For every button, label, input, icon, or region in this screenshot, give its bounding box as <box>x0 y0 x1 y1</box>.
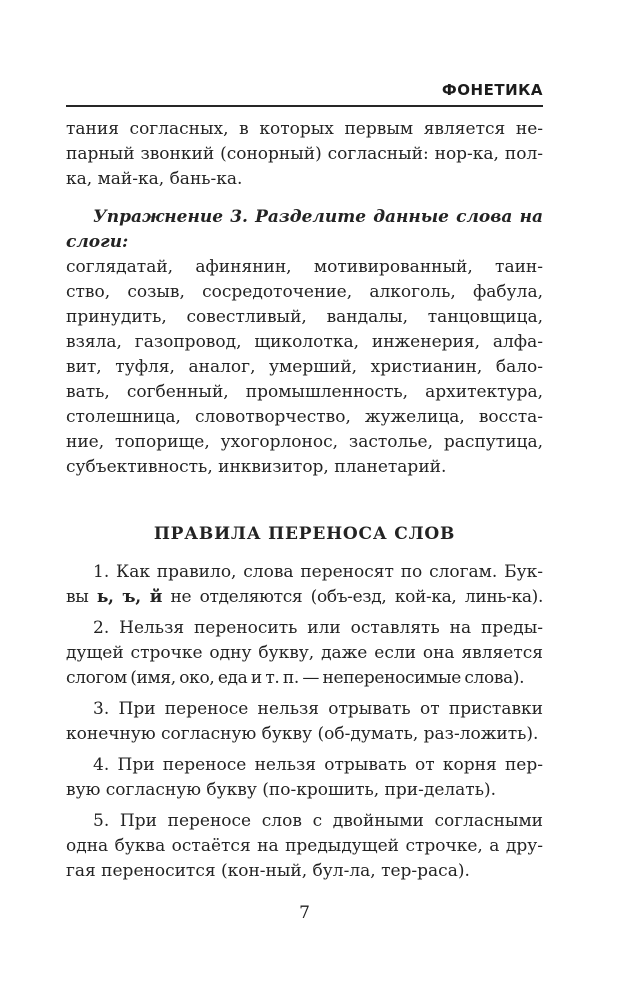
rule-line-text: вы <box>66 587 97 607</box>
rule-paragraph-5 <box>66 809 543 884</box>
word-list-line: ние, топорище, ухогорлонос, застолье, распутица, <box>66 432 543 452</box>
rule-line-text: не отделяются (объ-езд, кой-ка, линь-ка). <box>162 587 544 607</box>
running-header: ФОНЕТИКА <box>441 81 543 99</box>
word-list-line: принудить, совестливый, вандалы, танцовщица, <box>66 307 543 327</box>
word-list-line: вать, согбенный, промышленность, архитектура, <box>66 382 543 402</box>
rule-line: вую согласную букву (по-крошить, при-делать). <box>66 780 497 800</box>
rule-line: 2. Нельзя переносить или оставлять на преды- <box>93 618 543 638</box>
paragraph-line: парный звонкий (сонорный) согласный: нор-ка, пол- <box>66 144 543 164</box>
word-list-line: столешница, словотворчество, жужелица, восста- <box>66 407 543 427</box>
rule-line: 5. При переносе слов с двойными согласными <box>93 811 543 831</box>
exercise-line: Упражнение 3. Разделите данные слова на <box>93 207 543 227</box>
paragraph-line: тания согласных, в которых первым является не- <box>66 119 543 139</box>
header-rule <box>66 105 543 107</box>
word-list-paragraph <box>66 255 543 480</box>
word-list-line: соглядатай, афинянин, мотивированный, таин- <box>66 257 543 277</box>
paragraph-line: ка, май-ка, бань-ка. <box>66 169 243 189</box>
rule-line: слогом (имя, око, еда и т. п. — непереносимые слова). <box>66 668 525 688</box>
rule-line: 3. При переносе нельзя отрывать от приставки <box>93 699 543 719</box>
text-block <box>66 81 543 926</box>
rule-paragraph-3 <box>66 697 543 747</box>
rule-paragraph-1 <box>66 560 543 610</box>
rule-paragraph-4 <box>66 753 543 803</box>
word-list-line: вит, туфля, аналог, умерший, христианин, бало- <box>66 357 543 377</box>
rule-line: 1. Как правило, слова переносят по слогам. Бук- <box>93 562 543 582</box>
word-list-line: субъективность, инквизитор, планетарий. <box>66 457 447 477</box>
word-list-line: ство, созыв, сосредоточение, алкоголь, фабула, <box>66 282 543 302</box>
rule-line: одна буква остаётся на предыдущей строчке, а дру- <box>66 836 543 856</box>
section-title: ПРАВИЛА ПЕРЕНОСА СЛОВ <box>153 524 456 544</box>
rule-line: 4. При переносе нельзя отрывать от корня пер- <box>93 755 543 775</box>
rule-line <box>66 585 543 610</box>
word-list-line: взяла, газопровод, щиколотка, инженерия, алфа- <box>66 332 543 352</box>
bold-letters: ь, ъ, й <box>96 587 163 607</box>
rule-line: конечную согласную букву (об-думать, раз-ложить). <box>66 724 539 744</box>
exercise-heading <box>66 205 543 255</box>
exercise-line: слоги: <box>66 232 129 252</box>
rule-line: гая переносится (кон-ный, бул-ла, тер-раса). <box>66 861 470 881</box>
rule-line: дущей строчке одну букву, даже если она является <box>66 643 543 663</box>
intro-paragraph <box>66 117 543 192</box>
page-number: 7 <box>299 903 310 923</box>
rule-paragraph-2 <box>66 616 543 691</box>
